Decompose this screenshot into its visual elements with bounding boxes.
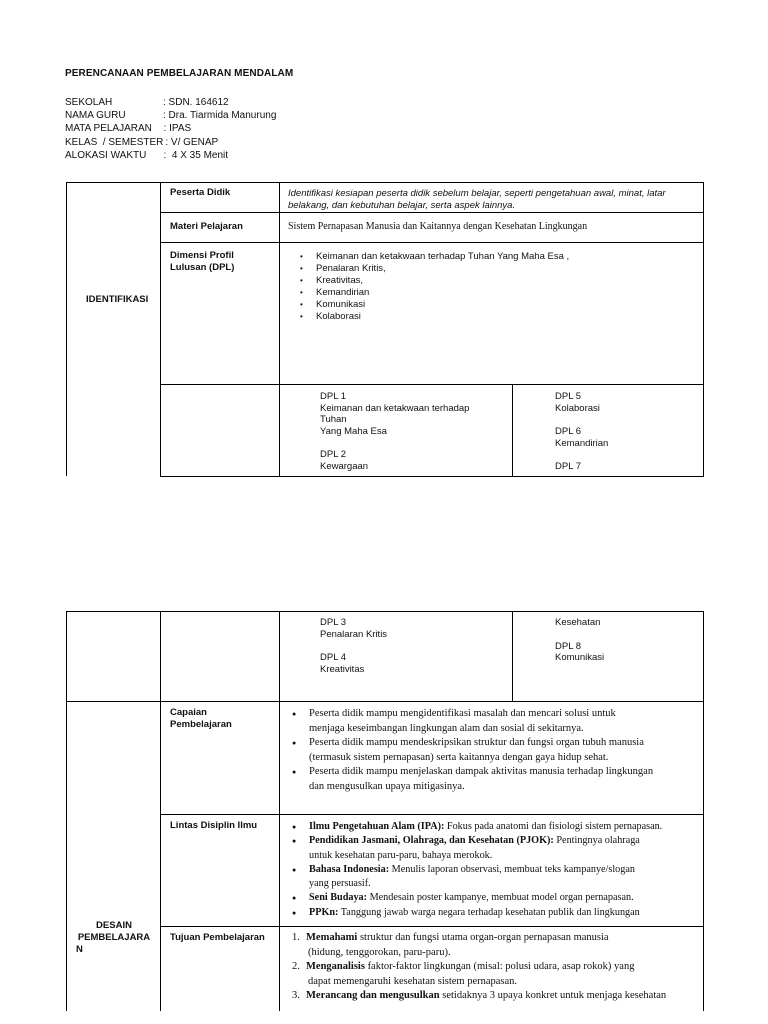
dpl-text: Kewargaan <box>320 460 369 472</box>
table-border <box>66 611 704 612</box>
table-border <box>512 384 513 477</box>
table-border <box>66 611 67 1011</box>
list-item <box>288 765 653 794</box>
list-item <box>288 834 662 863</box>
document-title: PERENCANAAN PEMBELAJARAN MENDALAM <box>65 68 294 79</box>
list-item <box>288 736 653 765</box>
capaian-label: Capaian Pembelajaran <box>170 707 232 730</box>
list-item <box>288 906 662 920</box>
list-item: • Kemandirian <box>300 287 569 299</box>
table-border <box>703 611 704 1011</box>
info-value: : 4 X 35 Menit <box>158 149 229 161</box>
table-border <box>160 476 704 477</box>
dpl-left-block-continued <box>320 617 387 675</box>
tujuan-label: Tujuan Pembelajaran <box>170 932 265 943</box>
peserta-didik-text: Identifikasi kesiapan peserta didik sebelum belajar, seperti pengetahuan awal, minat, latar belakang, dan kebutuhan belajar, serta aspek lainnya. <box>288 188 666 211</box>
table-border <box>512 611 513 701</box>
table-border <box>160 384 704 385</box>
list-item-text: Peserta didik mampu menjelaskan dampak aktivitas manusia terhadap lingkungan <box>309 766 654 777</box>
capaian-list <box>288 707 653 794</box>
info-value: : Dra. Tiarmida Manurung <box>163 110 277 122</box>
list-item-heading: Bahasa Indonesia: <box>309 863 390 875</box>
dpl-code: DPL 8 <box>555 640 582 652</box>
table-border <box>66 182 67 476</box>
list-number: 2. <box>292 961 300 972</box>
list-item-text: menjaga keseimbangan lingkungan alam dan sosial di sekitarnya. <box>309 722 584 734</box>
list-item-text: Mendesain poster kampanye, membuat model organ pernapasan. <box>367 892 634 904</box>
info-row-mapel <box>65 122 276 135</box>
dpl-text: Kolaborasi <box>555 402 600 414</box>
dpl-code: DPL 2 <box>320 449 347 460</box>
info-block <box>65 96 276 162</box>
dpl-label: Dimensi Profil Lulusan (DPL) <box>170 250 235 273</box>
info-label: KELAS / SEMESTER <box>65 136 164 148</box>
list-item: • Kreativitas, <box>300 275 569 287</box>
info-row-guru <box>65 109 276 122</box>
list-item-heading: Menganalisis <box>306 961 365 972</box>
peserta-didik-label: Peserta Didik <box>170 187 231 198</box>
list-item-heading: Memahami <box>306 932 358 943</box>
list-item-heading: PPKn: <box>309 906 339 918</box>
list-item-text: Peserta didik mampu mengidentifikasi masalah dan mencari solusi untuk <box>309 708 616 719</box>
dpl-right-block <box>555 391 608 473</box>
list-item: • Keimanan dan ketakwaan terhadap Tuhan Yang Maha Esa , <box>300 251 569 263</box>
table-border <box>160 242 704 243</box>
table-border <box>66 182 704 183</box>
list-item-text: Tanggung jawab warga negara terhadap kesehatan publik dan lingkungan <box>338 906 640 918</box>
list-item-heading: Ilmu Pengetahuan Alam (IPA): <box>309 821 445 832</box>
info-row-kelas <box>65 136 276 149</box>
section-label-desain <box>72 920 156 956</box>
dpl-text: Yang Maha Esa <box>320 425 387 437</box>
table-border <box>66 701 704 702</box>
list-item-text: faktor-faktor lingkungan (misal: polusi udara, asap rokok) yang <box>364 961 635 972</box>
dpl-code: DPL 7 <box>555 461 582 472</box>
dpl-text: Kesehatan <box>555 617 601 628</box>
list-item <box>283 931 666 960</box>
materi-label: Materi Pelajaran <box>170 221 243 232</box>
dpl-right-block-continued <box>555 617 604 664</box>
info-value: : SDN. 164612 <box>163 97 229 108</box>
dpl-text: Komunikasi <box>555 652 605 663</box>
lintas-list <box>288 820 662 920</box>
list-item: • Komunikasi <box>300 299 569 311</box>
section-label-identifikasi: IDENTIFIKASI <box>86 294 149 305</box>
list-item-text: (termasuk sistem pernapasan) serta kaitannya dengan gaya hidup sehat. <box>309 751 609 763</box>
dpl-list <box>300 251 569 323</box>
list-item <box>283 960 666 989</box>
list-item-text: Pentingnya olahraga <box>553 835 640 847</box>
tujuan-list <box>283 931 666 1004</box>
dpl-text: Kemandirian <box>555 437 609 449</box>
list-item <box>288 863 662 892</box>
table-border <box>160 926 704 927</box>
list-item: • Kolaborasi <box>300 311 569 323</box>
list-item-text: struktur dan fungsi utama organ-organ pernapasan manusia <box>357 932 609 943</box>
list-item-text: yang persuasif. <box>309 878 371 890</box>
dpl-code: DPL 4 <box>320 652 347 663</box>
list-item: • Penalaran Kritis, <box>300 263 569 275</box>
list-item-text: dan mengusulkan upaya mitigasinya. <box>309 780 465 792</box>
table-border <box>160 814 704 815</box>
dpl-text: Keimanan dan ketakwaan terhadap <box>320 402 470 414</box>
table-border <box>160 212 704 213</box>
info-label: SEKOLAH <box>65 97 113 108</box>
table-border <box>279 182 280 477</box>
table-border <box>160 611 161 1011</box>
lintas-label: Lintas Disiplin Ilmu <box>170 820 258 831</box>
table-border <box>160 182 161 477</box>
info-label: MATA PELAJARAN <box>65 123 152 135</box>
dpl-code: DPL 6 <box>555 426 582 437</box>
list-item-text: Peserta didik mampu mendeskripsikan struktur dan fungsi organ tubuh manusia <box>309 737 644 748</box>
list-item-text: dapat memengaruhi kesehatan sistem pernapasan. <box>308 975 518 987</box>
list-item-heading: Seni Budaya: <box>309 892 368 904</box>
list-item-heading: Merancang dan mengusulkan <box>306 990 440 1001</box>
section-label-line: N <box>76 944 83 955</box>
list-item-text: setidaknya 3 upaya konkret untuk menjaga kesehatan <box>439 990 667 1001</box>
list-item <box>288 891 662 905</box>
info-value: : IPAS <box>158 123 192 135</box>
section-label-line: PEMBELAJARA <box>77 932 151 943</box>
list-item-text: (hidung, tenggorokan, paru-paru). <box>308 946 451 958</box>
info-row-sekolah <box>65 96 276 109</box>
list-item <box>288 820 662 834</box>
table-border <box>279 611 280 1011</box>
dpl-text: Kreativitas <box>320 663 365 675</box>
info-label: NAMA GURU <box>65 110 126 122</box>
list-item-heading: Pendidikan Jasmani, Olahraga, dan Kesehatan (PJOK): <box>309 835 554 847</box>
materi-text: Sistem Pernapasan Manusia dan Kaitannya dengan Kesehatan Lingkungan <box>288 221 588 232</box>
dpl-text: Penalaran Kritis <box>320 628 388 640</box>
info-row-alokasi <box>65 149 276 162</box>
dpl-left-block <box>320 391 469 472</box>
list-item <box>283 989 666 1004</box>
dpl-code: DPL 5 <box>555 391 582 402</box>
section-label-line: DESAIN <box>96 920 132 931</box>
info-value: : V/ GENAP <box>165 136 219 148</box>
table-border <box>703 182 704 477</box>
info-label: ALOKASI WAKTU <box>65 149 147 161</box>
list-item-text: untuk kesehatan paru-paru, bahaya merokok. <box>309 849 493 861</box>
list-item <box>288 707 653 736</box>
dpl-text: Tuhan <box>320 414 347 425</box>
list-item-text: Fokus pada anatomi dan fisiologi sistem pernapasan. <box>444 821 663 832</box>
dpl-code: DPL 1 <box>320 391 347 402</box>
list-item-text: Menulis laporan observasi, membuat teks kampanye/slogan <box>389 863 635 875</box>
list-number: 3. <box>292 990 300 1001</box>
list-number: 1. <box>292 932 300 943</box>
dpl-code: DPL 3 <box>320 617 347 628</box>
